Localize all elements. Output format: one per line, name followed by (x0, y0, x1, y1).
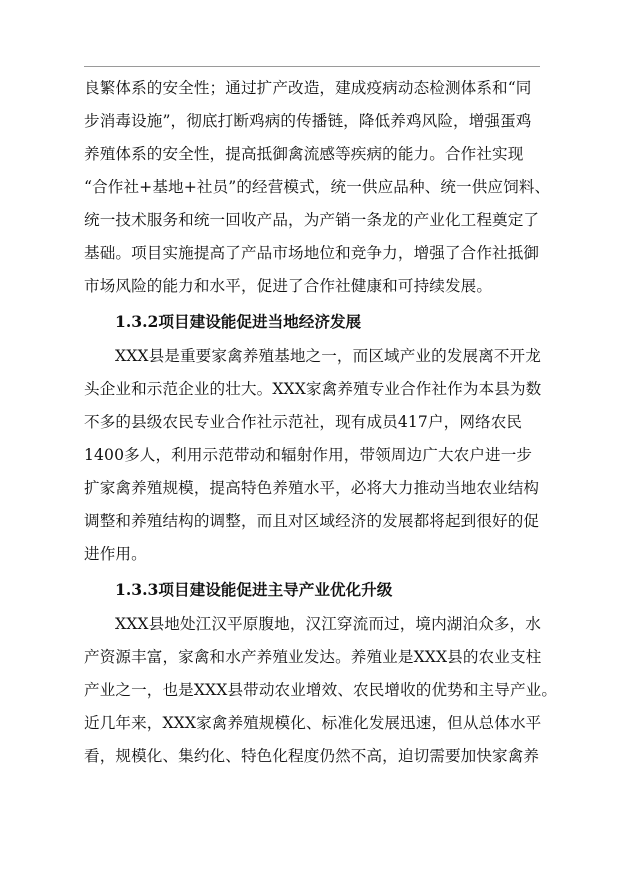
text-line: 看，规模化、集约化、特色化程度仍然不高，迫切需要加快家禽养 (84, 747, 540, 765)
text-line: 养殖体系的安全性，提高抵御禽流感等疾病的能力。合作社实现 (84, 145, 524, 163)
text-line: 产资源丰富，家禽和水产养殖业发达。养殖业是XXX县的农业支柱 (84, 648, 542, 666)
paragraph-industry-upgrade (84, 608, 558, 773)
text-line: 扩家禽养殖规模，提高特色养殖水平，必将大力推动当地农业结构 (84, 479, 540, 497)
document-body (84, 72, 558, 773)
text-line: 1400多人，利用示范带动和辐射作用，带领周边广大农户进一步 (84, 446, 533, 464)
text-line: XXX县是重要家禽养殖基地之一，而区域产业的发展离不开龙 (115, 347, 541, 365)
text-line: 市场风险的能力和水平，促进了合作社健康和可持续发展。 (84, 277, 493, 295)
text-line: 基础。项目实施提高了产品市场地位和竞争力，增强了合作社抵御 (84, 244, 540, 262)
text-line: XXX县地处江汉平原腹地，汉江穿流而过，境内湖泊众多，水 (115, 615, 541, 633)
text-line: 调整和养殖结构的调整，而且对区域经济的发展都将起到很好的促 (84, 512, 540, 530)
section-heading-1-3-2: 1.3.2项目建设能促进当地经济发展 (115, 312, 362, 331)
text-line: 良繁体系的安全性；通过扩产改造，建成疫病动态检测体系和“同 (84, 79, 532, 97)
text-line: 产业之一，也是XXX县带动农业增效、农民增收的优势和主导产业。 (84, 681, 558, 699)
paragraph-local-economy (84, 340, 544, 571)
header-rule (84, 66, 540, 67)
text-line: 统一技术服务和统一回收产品，为产销一条龙的产业化工程奠定了 (84, 211, 540, 229)
text-line: 头企业和示范企业的壮大。XXX家禽养殖专业合作社作为本县为数 (84, 380, 542, 398)
paragraph-safety (84, 72, 551, 303)
text-line: 步消毒设施”，彻底打断鸡病的传播链，降低养鸡风险，增强蛋鸡 (84, 112, 532, 130)
text-line: 近几年来，XXX家禽养殖规模化、标准化发展迅速，但从总体水平 (84, 714, 542, 732)
text-line: “合作社+基地+社员”的经营模式，统一供应品种、统一供应饲料、 (84, 178, 551, 196)
section-heading-1-3-3: 1.3.3项目建设能促进主导产业优化升级 (115, 580, 393, 599)
text-line: 不多的县级农民专业合作社示范社，现有成员417户，网络农民 (84, 413, 523, 431)
text-line: 进作用。 (84, 545, 147, 563)
